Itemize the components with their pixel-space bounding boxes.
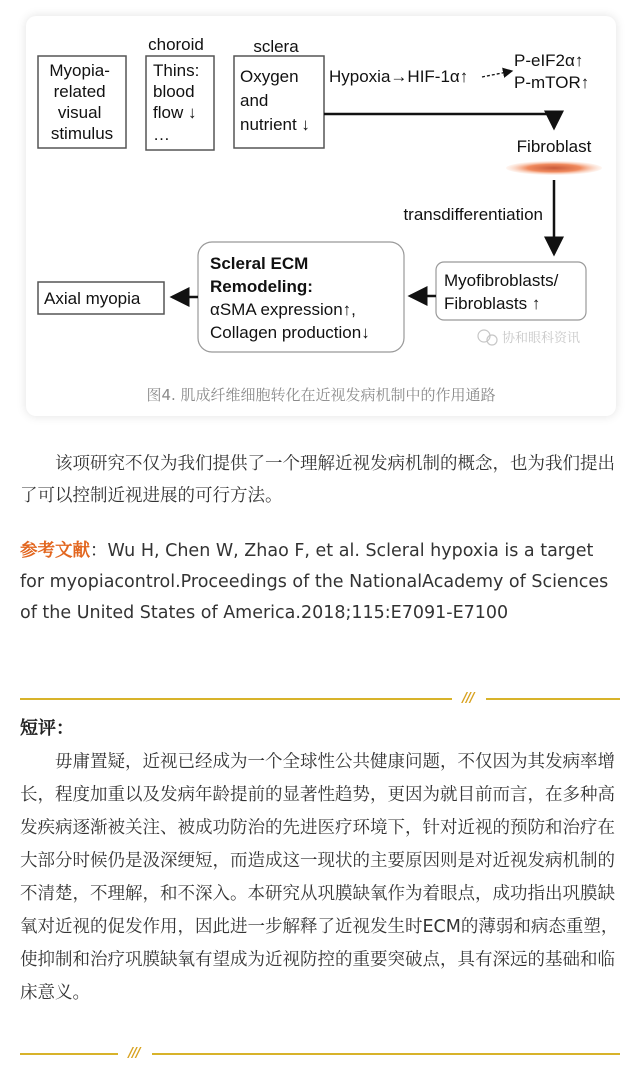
watermark-text: 协和眼科资讯 bbox=[502, 330, 581, 345]
sclera-line-1: Oxygen bbox=[240, 67, 299, 86]
ecm-line-4: Collagen production↓ bbox=[210, 323, 370, 342]
sclera-to-fibroblast-arrow bbox=[324, 114, 554, 128]
reference-text: ：Wu H, Chen W, Zhao F, et al. Scleral hypoxia is a target for myopiacontrol.Proceedings of the NationalAcademy of Sciences of the United States of America.2018;115:E7091-E7100 bbox=[20, 541, 609, 623]
hypoxia-pathway: Hypoxia→HIF-1α↑ bbox=[329, 67, 469, 86]
pathway-diagram bbox=[26, 16, 616, 376]
review-body-text: 毋庸置疑，近视已经成为一个全球性公共健康问题，不仅因为其发病率增长，程度加重以及发病年龄提前的显著性趋势，更因为就目前而言，在多种高发疾病逐渐被关注、被成功防治的先进医疗环境下，针对近视的预防和治疗在大部分时候仍是汲深绠短，而造成这一现状的主要原因则是对近视发病机制的不清楚，不理解，和不深入。本研究从巩膜缺氧作为着眼点，成功指出巩膜缺氧对近视的促发作用，因此进一步解释了近视发生时ECM的薄弱和病态重塑，使抑制和治疗巩膜缺氧有望成为近视防控的重要突破点，具有深远的基础和临床意义。 bbox=[20, 752, 619, 1003]
stimulus-line-1: Myopia- bbox=[49, 61, 110, 80]
figure-card bbox=[26, 16, 616, 416]
divider-slash-mark-bottom: /// bbox=[128, 1046, 140, 1061]
choroid-line-4: … bbox=[153, 125, 170, 144]
sclera-line-3: nutrient ↓ bbox=[240, 115, 310, 134]
reference-paragraph bbox=[20, 536, 620, 629]
pmtor-label: P-mTOR↑ bbox=[514, 73, 590, 92]
fibroblast-label: Fibroblast bbox=[516, 137, 592, 156]
transdiff-label: transdifferentiation bbox=[403, 205, 543, 224]
sclera-header: sclera bbox=[253, 37, 299, 56]
paragraph-summary-text: 该项研究不仅为我们提供了一个理解近视发病机制的概念，也为我们提出了可以控制近视进展的可行方法。 bbox=[20, 454, 615, 506]
fibroblast-cell-image bbox=[506, 161, 602, 175]
review-title: 短评： bbox=[20, 718, 74, 739]
ecm-line-1: Scleral ECM bbox=[210, 254, 309, 273]
peif2a-label: P-eIF2α↑ bbox=[514, 51, 584, 70]
choroid-line-3: flow ↓ bbox=[153, 103, 197, 122]
divider-top bbox=[20, 692, 620, 706]
choroid-line-2: blood bbox=[153, 82, 195, 101]
divider-bottom bbox=[20, 1047, 620, 1061]
axial-myopia-label: Axial myopia bbox=[44, 289, 141, 308]
reference-label: 参考文献 bbox=[20, 541, 90, 561]
paragraph-summary bbox=[20, 448, 620, 512]
stimulus-line-4: stimulus bbox=[50, 124, 114, 143]
ecm-line-2: Remodeling: bbox=[210, 277, 313, 296]
stimulus-line-3: visual bbox=[57, 103, 102, 122]
wechat-watermark bbox=[478, 330, 580, 345]
divider-slash-mark: /// bbox=[462, 691, 474, 706]
myofibroblast-line-2: Fibroblasts ↑ bbox=[444, 294, 541, 313]
figure-caption: 图4. 肌成纤维细胞转化在近视发病机制中的作用通路 bbox=[146, 386, 496, 404]
myofibroblast-line-1: Myofibroblasts/ bbox=[444, 271, 559, 290]
dashed-arrow bbox=[482, 71, 512, 77]
choroid-header: choroid bbox=[148, 35, 204, 54]
choroid-line-1: Thins: bbox=[153, 61, 200, 80]
stimulus-line-2: related bbox=[53, 82, 106, 101]
review-body bbox=[20, 746, 620, 1010]
ecm-line-3: αSMA expression↑, bbox=[210, 300, 356, 319]
sclera-line-2: and bbox=[240, 91, 269, 110]
